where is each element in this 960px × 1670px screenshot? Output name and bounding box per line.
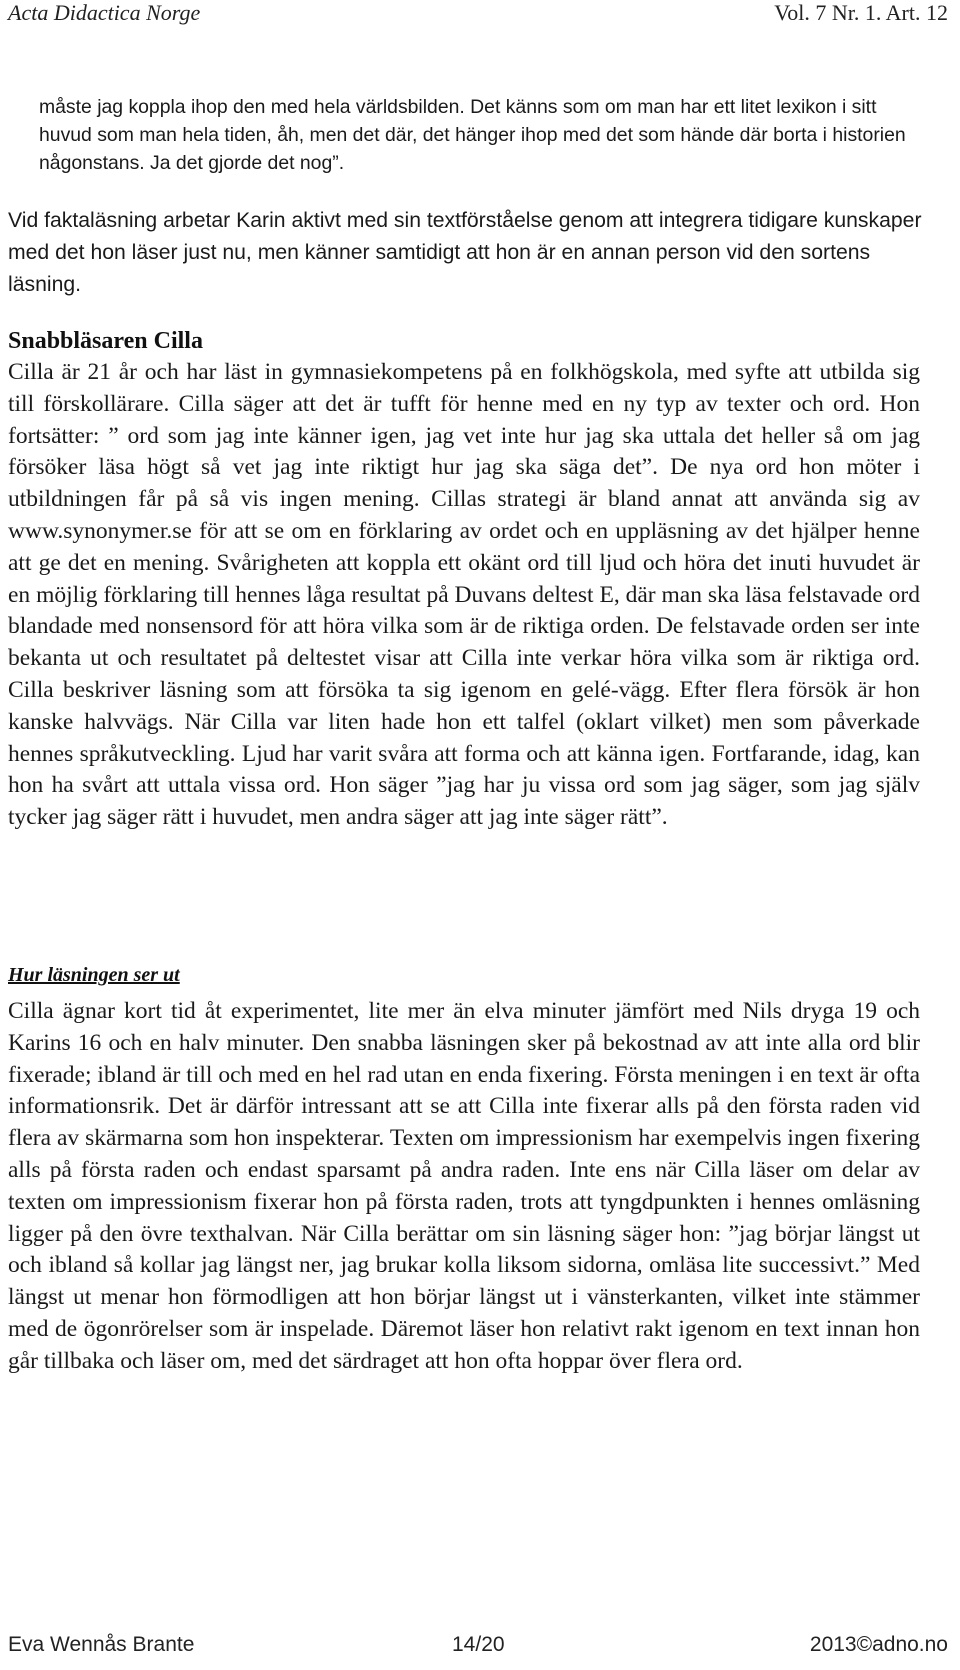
footer-copyright: 2013©adno.no: [809, 1633, 948, 1656]
journal-title: Acta Didactica Norge: [8, 0, 201, 25]
volume-info: Vol. 7 Nr. 1. Art. 12: [774, 0, 948, 25]
subheading: Hur läsningen ser ut: [8, 964, 180, 986]
paragraph-karin: Vid faktaläsning arbetar Karin aktivt med sin textförståelse genom att integrera tidigare kunskaper med det hon läser just nu, men känner samtidigt att hon är en annan person vid den sortens läsning.: [8, 209, 922, 296]
footer-author: Eva Wennås Brante: [8, 1633, 195, 1656]
paragraph-cilla: Cilla är 21 år och har läst in gymnasiekompetens på en folkhögskola, med syfte att utbilda sig till förskollärare. Cilla säger att det är tufft för henne med en ny typ av texter och ord. Hon fortsätter: ” ord som jag inte känner igen, jag vet inte hur jag ska uttala det heller så om jag försöker läsa högt så vet jag inte riktigt hur jag ska säga det”. De nya ord hon möter i utbildningen får på så vis ingen mening. Cillas strategi är bland annat att använda sig av www.synonymer.se för att se om en förklaring av ordet och en uppläsning av det hjälper henne att ge det en mening. Svårigheten att koppla ett okänt ord till ljud och höra det inuti huvudet är en möjlig förklaring till hennes låga resultat på Duvans deltest E, där man ska läsa felstavade ord blandade med nonsensord för att höra vilka som är de riktiga orden. De felstavade orden ser inte bekanta ut och resultatet på deltestet visar att Cilla inte verkar höra vilka som är riktiga ord. Cilla beskriver läsning som att försöka ta sig igenom en gelé-vägg. Efter flera försök är hon kanske halvvägs. När Cilla var liten hade hon ett talfel (oklart vilket) men som påverkade hennes språkutveckling. Ljud har varit svåra att forma och att känna igen. Fortfarande, idag, kan hon ha svårt att uttala vissa ord. Hon säger ”jag har ju vissa ord som jag säger, som jag själv tycker jag säger rätt i huvudet, men andra säger att jag inte säger rätt”.: [8, 359, 920, 831]
paragraph-reading: Cilla ägnar kort tid åt experimentet, lite mer än elva minuter jämfört med Nils dryga 19 och Karins 16 och en halv minuter. Den snabba läsningen sker på bekostnad av att inte alla ord blir fixerade; ibland är till och med en hel rad utan en enda fixering. Första meningen i en text är ofta informationsrik. Det är därför intressant att se att Cilla inte fixerar alls på den första raden vid flera av skärmarna som hon inspekterar. Texten om impressionism har exempelvis ingen fixering alls på första raden och endast sparsamt på andra raden. Inte ens när Cilla läser om delar av texten om impressionism fixerar hon på första raden, trots att tyngdpunkten i hennes omläsning ligger på den övre texthalvan. När Cilla berättar om sin läsning säger hon: ”jag börjar längst ut och ibland så kollar jag längst ner, jag brukar kolla liksom sidorna, omläsa lite successivt.” Med längst ut menar hon förmodligen att hon börjar längst ut i vänsterkanten, vilket inte stämmer med de ögonrörelser som är inspelade. Däremot läser hon relativt rakt igenom en text innan hon går tillbaka och läser om, med det särdraget att hon ofta hoppar över flera ord.: [8, 998, 920, 1374]
footer-page-number: 14/20: [452, 1633, 505, 1656]
interview-quote: måste jag koppla ihop den med hela världsbilden. Det känns som om man har ett litet lexikon i sitt huvud som man hela tiden, åh, men det där, det hänger ihop med det som hände där borta i historien någonstans. Ja det gjorde det nog”.: [39, 96, 906, 174]
section-heading: Snabbläsaren Cilla: [8, 328, 203, 354]
